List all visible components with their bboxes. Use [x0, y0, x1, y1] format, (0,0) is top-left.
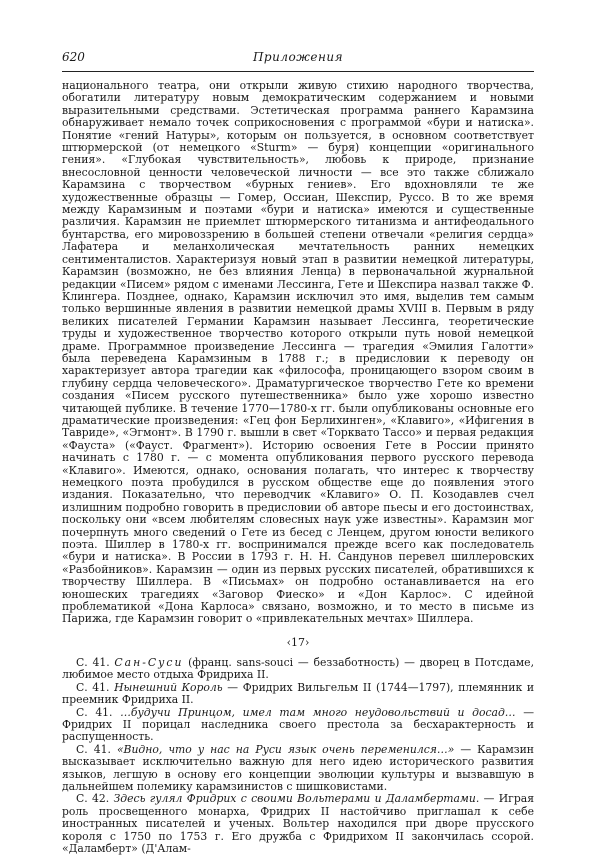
note-term: …будучи Принцом, имел там много неудовольствий и досад…: [120, 705, 516, 719]
note-text: — Фридрих Вильгельм II (1744—1797), племянник и преемник Фридриха II.: [62, 680, 535, 707]
note-ref: С. 41.: [76, 742, 111, 756]
note-term: «Видно, что у нас на Руси язык очень переменился…»: [116, 742, 455, 756]
note-text: — Карамзин высказывает исключительно важную для него идею исторического развития языков, легшую в основу его концепции эволюции культуры и вызвавшую в дальнейшем полемику карамзинистов с шишковистами.: [62, 742, 534, 793]
note-item: [62, 682, 534, 707]
page-header: [62, 50, 534, 68]
note-text: — Фридрих II порицал наследника своего престола за бесхарактерность и распущенность.: [62, 705, 534, 744]
running-title: Приложения: [252, 50, 344, 64]
notes-list: [62, 657, 534, 855]
page-number: 620: [62, 50, 85, 64]
header-rule: [62, 71, 534, 72]
page-body: [62, 80, 534, 855]
note-item: [62, 657, 534, 682]
note-text: (франц. sans-souci — беззаботность) — дворец в Потсдаме, любимое место отдыха Фридриха II.: [62, 655, 535, 682]
note-item: [62, 793, 534, 855]
note-term: Нынешний Король: [114, 680, 223, 694]
note-item: [62, 744, 534, 794]
note-ref: С. 41.: [76, 680, 110, 694]
note-ref: С. 42.: [76, 792, 110, 806]
section-mark: ‹17›: [286, 635, 310, 649]
note-term: Здесь гулял Фридрих с своими Вольтерами и Даламбертами.: [113, 792, 480, 806]
main-paragraph: национального театра, они открыли живую стихию народного творчества, обогатили литературу новым демократическим содержанием и новыми выразительными средствами. Эстетическая программа раннего Карамзина обнаруживает немало точек соприкосновения с программой «бури и натиска». Понятие «гений Натуры», которым он пользуется, в основном соответствует штюрмерской (от немецкого «Sturm» — буря) концепции «оригинального гения». «Глубокая чувствительность», любовь к природе, признание внесословной ценности человеческой личности — все это также сближало Карамзина с творчеством «бурных гениев». Его вдохновляли те же художественные образцы — Гомер, Оссиан, Шекспир, Руссо. В то же время между Карамзиным и поэтами «бури и натиска» имеются и существенные различия. Карамзин не приемлет штюрмерского титанизма и антифеодального бунтарства, его мировоззрению в большей степени отвечали «религия сердца» Лафатера и меланхолическая мечтательность ранних немецких сентименталистов. Характеризуя новый этап в развитии немецкой литературы, Карамзин (возможно, не без влияния Ленца) в первоначальной журнальной редакции «Писем» рядом с именами Лессинга, Гете и Шекспира назвал также Ф. Клингера. Позднее, однако, Карамзин исключил это имя, выделив тем самым только вершинные явления в развитии немецкой драмы XVIII в. Первым в ряду великих писателей Германии Карамзин называет Лессинга, теоретические труды и художественное творчество которого открыли путь новой немецкой драме. Программное произведение Лессинга — трагедия «Эмилия Галотти» была переведена Карамзиным в 1788 г.; в предисловии к переводу он характеризует автора трагедии как «философа, проницающего взором своим в глубину сердца человеческого». Драматургическое творчество Гете ко времени создания «Писем русского путешественника» было уже хорошо известно читающей публике. В течение 1770—1780-х гг. были опубликованы основные его драматические произведения: «Гец фон Берлихинген», «Клавиго», «Ифигения в Тавриде», «Эгмонт». В 1790 г. вышли в свет «Торквато Тассо» и первая редакция «Фауста» («Фауст. Фрагмент»). Историю освоения Гете в России принято начинать с 1780 г. — с момента опубликования первого русского перевода «Клавиго». Имеются, однако, основания полагать, что интерес к творчеству немецкого поэта пробудился в русском обществе еще до появления этого издания. Показательно, что переводчик «Клавиго» О. П. Козодавлев счел излишним подробно говорить в предисловии об авторе пьесы и его достоинствах, поскольку они «всем любителям словесных наук уже известны». Карамзин мог почерпнуть много сведений о Гете из бесед с Ленцем, другом юности великого поэта. Шиллер в 1780-х гг. воспринимался прежде всего как последователь «бури и натиска». В России в 1793 г. Н. Н. Сандунов перевел шиллеровских «Разбойников». Карамзин — один из первых русских писателей, обратившихся к творчеству Шиллера. В «Письмах» он подробно останавливается на его юношеских трагедиях «Заговор Фиеско» и «Дон Карлос». С идейной проблематикой «Дона Карлоса» связано, возможно, и то место в письме из Парижа, где Карамзин говорит о «привлекательных мечтах» Шиллера.: [62, 79, 534, 626]
note-term: Сан-Суси: [114, 655, 184, 669]
note-item: [62, 707, 534, 744]
note-ref: С. 41.: [76, 705, 113, 719]
note-text: — Играя роль просвещенного монарха, Фридрих II настойчиво приглашал к себе иностранных писателей и ученых. Вольтер находился при дворе прусского короля с 1750 по 1753 г. Его дружба с Фридрихом II закончилась ссорой. «Даламберт» (Д'Алам-: [62, 792, 535, 855]
note-ref: С. 41.: [76, 655, 110, 669]
